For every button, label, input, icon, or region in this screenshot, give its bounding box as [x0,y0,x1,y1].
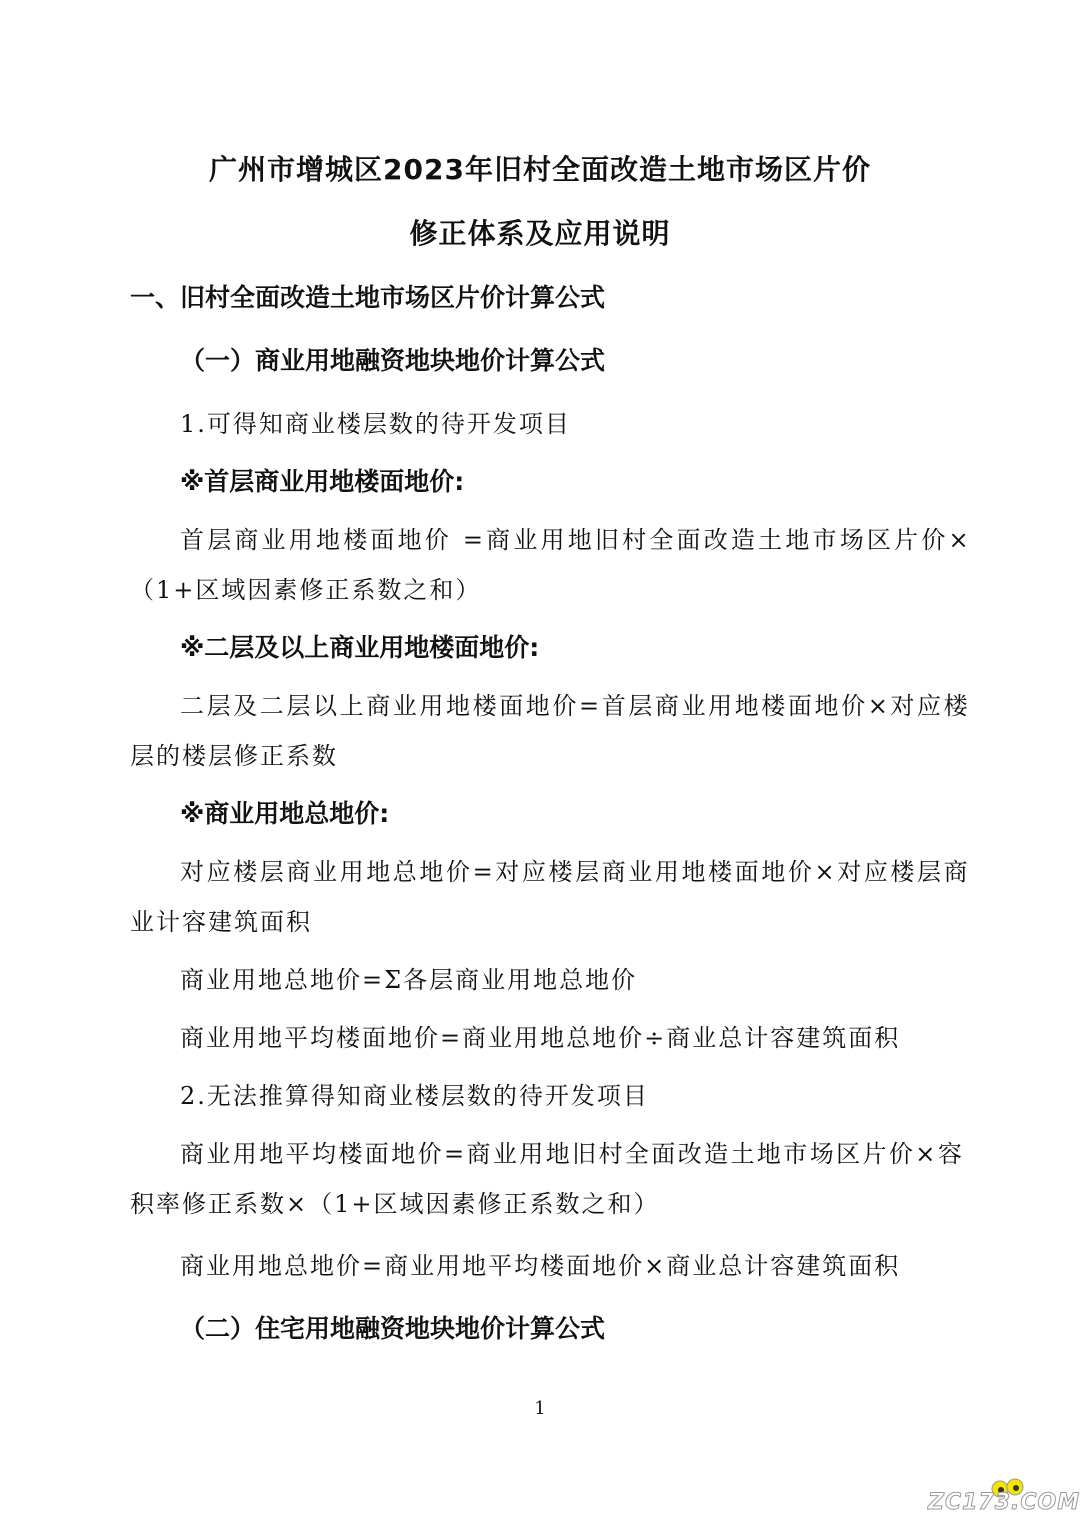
note-total: ※商业用地总地价: [180,799,390,828]
watermark-text: ZC173.COM [928,1490,1080,1515]
formula-upper-line1: 二层及二层以上商业用地楼面地价=首层商业用地楼面地价×对应楼 [180,692,971,720]
formula-upper-line2: 层的楼层修正系数 [130,742,338,770]
formula-average2-line2: 积率修正系数×（1+区域因素修正系数之和） [130,1190,660,1218]
section1-heading: 一、旧村全面改造土地市场区片价计算公式 [130,283,606,312]
subsection2-heading: （二）住宅用地融资地块地价计算公式 [180,1314,606,1343]
note-upper-floors: ※二层及以上商业用地楼面地价: [180,633,540,662]
formula-sum: 商业用地总地价=Σ各层商业用地总地价 [180,966,638,994]
formula-total-line2: 业计容建筑面积 [130,908,312,936]
page-number: 1 [534,1398,546,1419]
item2-text: 2.无法推算得知商业楼层数的待开发项目 [180,1082,649,1110]
document-title-line1: 广州市增城区2023年旧村全面改造土地市场区片价 [209,153,871,186]
document-title-line2: 修正体系及应用说明 [409,217,671,250]
item1-text: 1.可得知商业楼层数的待开发项目 [180,410,571,438]
note-first-floor: ※首层商业用地楼面地价: [180,467,465,496]
formula-first-floor-line2: （1+区域因素修正系数之和） [130,576,482,604]
formula-total-line1: 对应楼层商业用地总地价=对应楼层商业用地楼面地价×对应楼层商 [180,858,971,886]
formula-average2-line1: 商业用地平均楼面地价=商业用地旧村全面改造土地市场区片价×容 [180,1140,965,1168]
formula-total2: 商业用地总地价=商业用地平均楼面地价×商业总计容建筑面积 [180,1252,901,1280]
formula-first-floor-line1: 首层商业用地楼面地价 =商业用地旧村全面改造土地市场区片价× [180,526,972,554]
watermark-logo [928,1478,1080,1518]
formula-average: 商业用地平均楼面地价=商业用地总地价÷商业总计容建筑面积 [180,1024,901,1052]
subsection1-heading: （一）商业用地融资地块地价计算公式 [180,346,606,375]
